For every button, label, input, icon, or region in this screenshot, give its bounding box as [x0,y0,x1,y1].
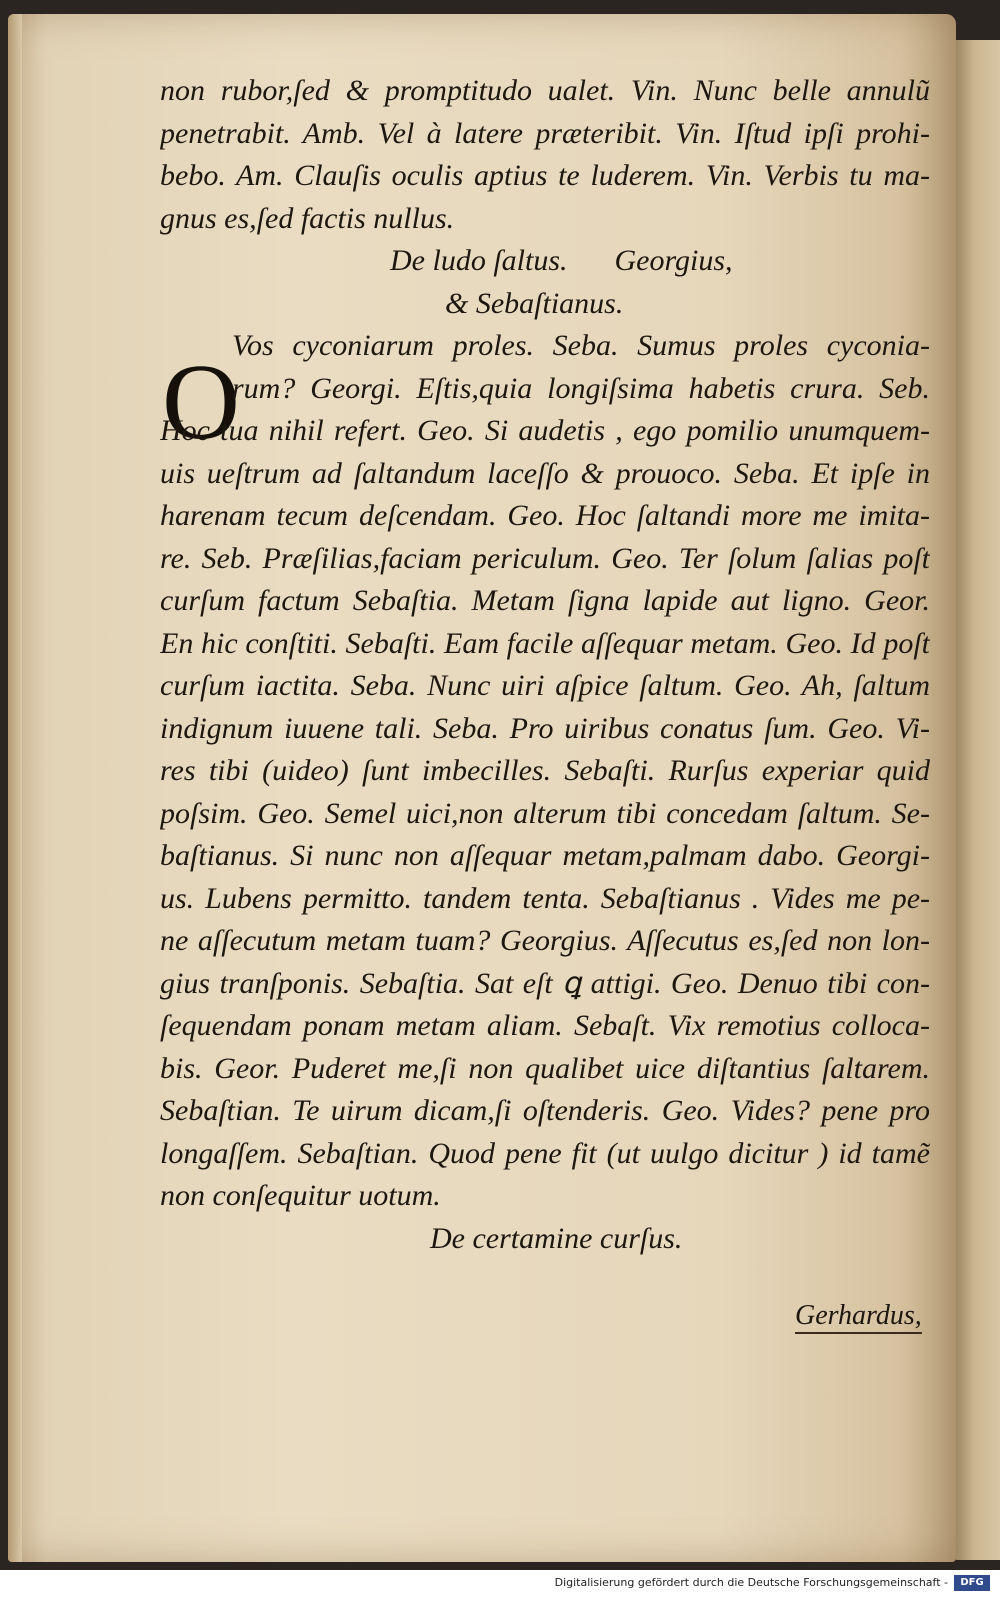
dialogue-line: curſum factum Sebaſtia. Metam ſigna lapide aut ligno. Geor. [160,584,930,617]
section-heading [160,240,930,283]
dialogue-line: poſsim. Geo. Semel uici,non alterum tibi concedam ſaltum. Se- [160,796,930,830]
speaker-georgius: Georgius, [614,244,733,277]
dialogue-line: En hic conſtiti. Sebaſti. Eam facile aſſequar metam. Geo. Id poſt [160,626,930,660]
dialogue-line: re. Seb. Præſilias,faciam periculum. Geo. Ter ſolum ſalias poſt [160,541,930,575]
dialogue-line: us. Lubens permitto. tandem tenta. Sebaſtianus . Vides me pe- [160,881,930,915]
dialogue-line: ſequendam ponam metam aliam. Sebaſt. Vix remotius colloca- [160,1009,930,1042]
text-line: non rubor,ſed & promptitudo ualet. Vin. Nunc belle annulũ [160,74,930,107]
adjacent-page-edge [956,40,1000,1560]
dialogue-line: Hoc tua nihil refert. Geo. Si audetis , ego pomilio unumquem- [160,414,930,447]
dialogue-line: res tibi (uideo) ſunt imbecilles. Sebaſti. Rurſus experiar quid [160,754,930,787]
dialogue-line: harenam tecum deſcendam. Geo. Hoc ſaltandi more me imita- [160,499,930,532]
speaker-sebastianus: & Sebaſtianus. [445,286,624,320]
dialogue-line: rum? Georgi. Eſtis,quia longiſsima habetis crura. Seb. [232,371,930,405]
section-title: De ludo ſaltus. [390,244,568,277]
text-line: gnus es,ſed factis nullus. [160,201,455,235]
drop-cap: O [162,343,240,462]
dialogue-line: uis ueſtrum ad ſaltandum laceſſo & prouoco. Seba. Et ipſe in [160,456,930,490]
dialogue-line: Vos cyconiarum proles. Seba. Sumus proles cyconia- [232,329,930,362]
closing-heading: De certamine curſus. [430,1221,683,1255]
dfg-logo: DFG [954,1575,990,1591]
dialogue-line: bis. Geor. Puderet me,ſi non qualibet uice diſtantius ſaltarem. [160,1051,930,1085]
catchword: Gerhardus, [795,1300,922,1334]
page-left-edge [8,14,22,1562]
dialogue-line: baſtianus. Si nunc non aſſequar metam,palmam dabo. Georgi- [160,839,930,872]
footer-credit: Digitalisierung gefördert durch die Deutsche Forschungsgemeinschaft - [554,1576,948,1589]
dialogue-line: ne aſſecutum metam tuam? Georgius. Aſſecutus es,ſed non lon- [160,924,930,957]
footer-bar [0,1570,1000,1597]
dialogue-line: Sebaſtian. Te uirum dicam,ſi oſtenderis. Geo. Vides? pene pro [160,1094,930,1127]
dialogue-line: longaſſem. Sebaſtian. Quod pene fit (ut uulgo dicitur ) id tamẽ [160,1136,930,1170]
dialogue-line: indignum iuuene tali. Seba. Pro uiribus conatus ſum. Geo. Vi- [160,711,930,745]
dialogue-line: non conſequitur uotum. [160,1179,441,1212]
dialogue-line: curſum iactita. Seba. Nunc uiri aſpice ſaltum. Geo. Ah, ſaltum [160,669,930,702]
text-line: bebo. Am. Clauſis oculis aptius te luderem. Vin. Verbis tu ma- [160,159,930,192]
main-text [160,70,930,1260]
dialogue-line: gius tranſponis. Sebaſtia. Sat eſt ꝗ attigi. Geo. Denuo tibi con- [160,966,930,1000]
text-line: penetrabit. Amb. Vel à latere præteribit. Vin. Iſtud ipſi prohi- [160,116,930,150]
